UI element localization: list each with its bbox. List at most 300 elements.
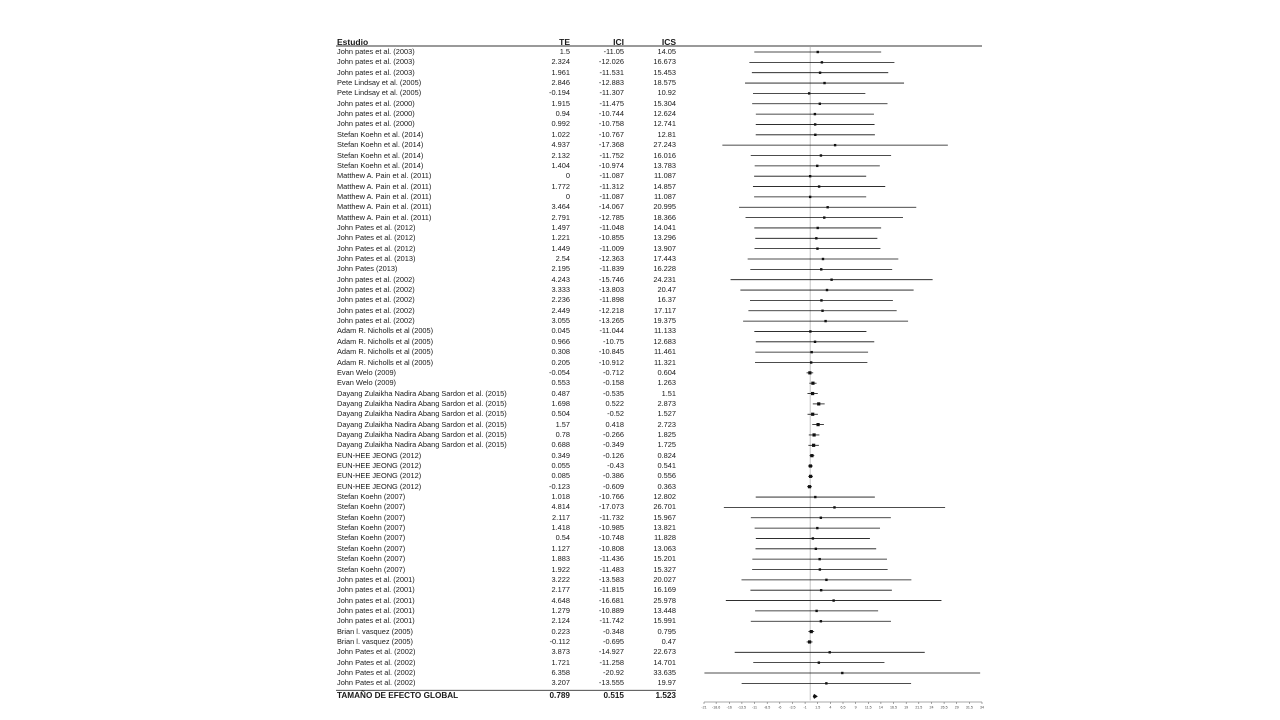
x-tick-label: 29 [954, 705, 959, 710]
row-study-label: John pates et al. (2001) [337, 595, 415, 605]
point-estimate [814, 496, 816, 498]
row-ics-value: 12.624 [653, 109, 676, 119]
row-ics-value: 22.673 [653, 647, 676, 657]
row-study-label: Stefan Koehn et al. (2014) [337, 160, 424, 170]
row-ics-value: 0.604 [657, 367, 676, 377]
row-te-value: 1.721 [551, 657, 570, 667]
row-study-label: Pete Lindsay et al. (2005) [337, 88, 422, 98]
row-te-value: 0.055 [551, 461, 570, 470]
row-ics-value: 14.05 [657, 47, 676, 56]
row-ici-value: -11.307 [599, 88, 624, 98]
row-te-value: 1.279 [551, 605, 570, 615]
x-tick-label: 14 [878, 705, 883, 710]
row-te-value: 2.846 [551, 78, 570, 88]
point-estimate [816, 423, 819, 426]
row-ici-value: -10.75 [603, 336, 624, 346]
point-estimate [821, 310, 823, 312]
row-te-value: -0.194 [549, 88, 570, 98]
row-ics-value: 18.575 [653, 78, 676, 88]
point-estimate [811, 351, 813, 353]
row-te-value: 3.873 [551, 647, 570, 657]
row-study-label: John pates et al. (2000) [337, 119, 415, 129]
overall-te-value: 0.789 [549, 691, 570, 701]
row-te-value: 2.54 [555, 254, 570, 263]
row-ics-value: 11.087 [653, 171, 676, 181]
row-ics-value: 13.907 [653, 243, 676, 253]
point-estimate [825, 579, 827, 581]
row-study-label: John Pates et al. (2002) [337, 668, 416, 677]
header-ici: ICI [613, 37, 624, 47]
row-ici-value: -13.265 [598, 316, 624, 326]
row-ics-value: 11.461 [653, 347, 676, 357]
row-ici-value: -0.43 [607, 461, 624, 470]
point-estimate [830, 279, 832, 281]
row-te-value: 3.222 [551, 574, 570, 584]
row-te-value: 2.117 [552, 512, 570, 522]
row-te-value: 2.449 [551, 305, 570, 315]
row-te-value: 0.308 [551, 347, 570, 357]
row-ics-value: 14.041 [653, 222, 676, 232]
row-te-value: 1.961 [551, 67, 570, 77]
row-te-value: 3.055 [551, 316, 570, 326]
row-ici-value: -0.712 [603, 367, 624, 377]
row-te-value: 1.772 [551, 181, 570, 191]
row-ics-value: 0.556 [657, 471, 676, 481]
row-ics-value: 16.673 [653, 57, 676, 67]
row-ici-value: -12.785 [598, 212, 624, 222]
overall-label: TAMAÑO DE EFECTO GLOBAL [337, 691, 459, 701]
row-te-value: 0 [565, 191, 570, 201]
row-ics-value: 1.51 [661, 388, 676, 398]
row-ici-value: -10.912 [598, 357, 624, 367]
header-ics: ICS [661, 37, 676, 47]
point-estimate [816, 527, 818, 529]
row-te-value: 2.124 [551, 616, 570, 626]
row-ics-value: 12.741 [653, 119, 676, 129]
row-ics-value: 27.243 [653, 140, 676, 150]
point-estimate [809, 330, 811, 332]
row-ics-value: 11.321 [653, 357, 676, 367]
row-study-label: John pates et al. (2003) [337, 57, 415, 67]
row-ics-value: 0.824 [657, 450, 676, 460]
row-ici-value: -10.767 [598, 129, 624, 139]
point-estimate [834, 144, 836, 146]
point-estimate [820, 268, 822, 270]
row-ici-value: -11.312 [599, 181, 624, 191]
row-ici-value: -0.535 [603, 388, 624, 398]
point-estimate [819, 568, 821, 570]
row-ics-value: 20.995 [653, 202, 676, 212]
row-study-label: Evan Welo (2009) [337, 378, 397, 388]
row-ics-value: 0.795 [657, 626, 676, 636]
row-ics-value: 12.683 [653, 336, 676, 346]
point-estimate [809, 175, 811, 177]
point-estimate [814, 113, 816, 115]
row-ici-value: -17.368 [598, 140, 624, 150]
point-estimate [808, 371, 811, 374]
row-ici-value: -0.695 [603, 636, 624, 646]
row-ics-value: 1.527 [657, 409, 676, 419]
row-study-label: Stefan Koehn (2007) [337, 543, 406, 553]
row-study-label: Brian l. vasquez (2005) [337, 636, 413, 646]
row-te-value: 0.688 [551, 440, 570, 450]
row-te-value: 0.94 [555, 109, 570, 119]
row-ici-value: -11.436 [599, 554, 624, 564]
point-estimate [814, 134, 816, 136]
row-ici-value: -0.126 [603, 450, 624, 460]
row-ici-value: -16.681 [598, 595, 624, 605]
row-study-label: Stefan Koehn et al. (2014) [337, 150, 424, 160]
row-ici-value: -11.483 [599, 564, 624, 574]
x-tick-label: 19 [904, 705, 909, 710]
row-ici-value: -12.026 [598, 57, 624, 67]
point-estimate [820, 620, 822, 622]
row-ici-value: -15.746 [598, 274, 624, 284]
row-ici-value: -0.52 [607, 409, 624, 419]
row-te-value: 6.358 [551, 668, 570, 677]
row-ics-value: 14.857 [653, 181, 676, 191]
row-ics-value: 14.701 [653, 657, 676, 667]
row-ici-value: -0.266 [603, 429, 624, 439]
row-te-value: 0.349 [551, 450, 570, 460]
row-ici-value: -10.985 [598, 523, 624, 533]
row-study-label: John Pates et al. (2002) [337, 647, 416, 657]
row-ici-value: -20.92 [603, 668, 624, 677]
x-tick-label: -3.5 [789, 705, 796, 710]
row-study-label: John pates et al. (2002) [337, 295, 415, 305]
row-ici-value: -11.742 [599, 616, 624, 626]
point-estimate [820, 517, 822, 519]
row-ici-value: -0.158 [603, 378, 624, 388]
point-estimate [808, 640, 811, 643]
x-tick-label: 31.5 [965, 705, 973, 710]
row-te-value: 1.698 [551, 398, 570, 408]
x-tick-label: 1.5 [815, 705, 821, 710]
row-te-value: 3.207 [551, 678, 570, 688]
row-study-label: Matthew A. Pain et al. (2011) [337, 212, 432, 222]
row-ici-value: -10.855 [598, 233, 624, 243]
point-estimate [808, 92, 810, 94]
point-estimate [809, 475, 812, 478]
row-te-value: 2.177 [551, 585, 570, 595]
point-estimate [808, 485, 811, 488]
x-tick-label: 26.5 [940, 705, 948, 710]
point-estimate [829, 651, 831, 653]
point-estimate [819, 103, 821, 105]
row-te-value: 0 [565, 171, 570, 181]
x-tick-label: -21 [701, 705, 707, 710]
row-te-value: 1.57 [555, 419, 570, 429]
point-estimate [809, 464, 812, 467]
row-study-label: Stefan Koehn (2007) [337, 533, 406, 543]
x-tick-label: -6 [778, 705, 782, 710]
point-estimate [824, 320, 826, 322]
row-ics-value: 15.304 [653, 98, 676, 108]
point-estimate [811, 413, 814, 416]
row-te-value: 0.966 [551, 336, 570, 346]
row-study-label: Matthew A. Pain et al. (2011) [337, 171, 432, 181]
x-tick-label: 9 [854, 705, 857, 710]
row-te-value: 3.333 [551, 285, 570, 295]
row-ici-value: -11.531 [599, 67, 624, 77]
row-te-value: -0.112 [549, 636, 570, 646]
x-tick-label: -13.5 [737, 705, 747, 710]
point-estimate [815, 548, 817, 550]
row-te-value: 2.324 [551, 57, 570, 67]
row-study-label: Stefan Koehn (2007) [337, 554, 406, 564]
point-estimate [817, 227, 819, 229]
row-ics-value: 15.967 [653, 512, 676, 522]
row-study-label: EUN-HEE JEONG (2012) [337, 471, 422, 481]
row-te-value: 3.464 [551, 202, 570, 212]
row-study-label: John pates et al. (2001) [337, 585, 415, 595]
row-ici-value: -0.349 [603, 440, 624, 450]
row-study-label: John Pates et al. (2012) [337, 222, 416, 232]
row-study-label: John pates et al. (2003) [337, 47, 415, 56]
row-study-label: Stefan Koehn et al. (2014) [337, 140, 424, 150]
row-te-value: 4.814 [551, 502, 570, 512]
row-te-value: 1.022 [551, 129, 570, 139]
row-ics-value: 17.117 [653, 305, 676, 315]
point-estimate [816, 247, 818, 249]
row-te-value: -0.123 [549, 481, 570, 491]
row-ici-value: -10.758 [598, 119, 624, 129]
row-te-value: 4.243 [551, 274, 570, 284]
row-study-label: Dayang Zulaikha Nadira Abang Sardon et al. (2015) [337, 419, 507, 429]
point-estimate [841, 672, 843, 674]
row-ics-value: 19.375 [653, 316, 676, 326]
row-study-label: Brian l. vasquez (2005) [337, 626, 413, 636]
row-te-value: 1.915 [551, 98, 570, 108]
row-te-value: 0.223 [551, 626, 570, 636]
row-study-label: Stefan Koehn et al. (2014) [337, 129, 424, 139]
point-estimate [818, 661, 820, 663]
row-study-label: John Pates et al. (2012) [337, 233, 416, 243]
row-te-value: 0.045 [551, 326, 570, 336]
row-ici-value: -14.067 [598, 202, 624, 212]
x-tick-label: 24 [929, 705, 934, 710]
row-study-label: John Pates (2013) [337, 264, 398, 274]
x-tick-label: 34 [980, 705, 984, 710]
row-study-label: Stefan Koehn (2007) [337, 523, 406, 533]
row-ics-value: 2.873 [657, 398, 676, 408]
point-estimate [816, 165, 818, 167]
row-te-value: 0.085 [551, 471, 570, 481]
row-te-value: 0.487 [551, 388, 570, 398]
row-study-label: John pates et al. (2000) [337, 98, 415, 108]
row-study-label: John pates et al. (2001) [337, 616, 415, 626]
point-estimate [826, 206, 828, 208]
row-ici-value: -10.748 [598, 533, 624, 543]
x-tick-label: -1 [803, 705, 807, 710]
row-ics-value: 16.228 [653, 264, 676, 274]
row-study-label: John Pates et al. (2013) [337, 254, 416, 263]
row-te-value: 1.883 [551, 554, 570, 564]
point-estimate [810, 361, 812, 363]
row-ici-value: -10.766 [598, 492, 624, 502]
row-study-label: Dayang Zulaikha Nadira Abang Sardon et al. (2015) [337, 409, 507, 419]
row-ici-value: -12.363 [598, 254, 624, 263]
row-ici-value: -11.898 [599, 295, 624, 305]
point-estimate [817, 402, 820, 405]
row-ics-value: 11.828 [653, 533, 676, 543]
row-study-label: Adam R. Nicholls et al (2005) [337, 326, 434, 336]
row-ici-value: -11.009 [599, 243, 624, 253]
row-ici-value: -13.555 [598, 678, 624, 688]
row-ics-value: 12.81 [657, 129, 676, 139]
row-ics-value: 10.92 [657, 88, 676, 98]
row-ici-value: -10.744 [598, 109, 624, 119]
row-ici-value: -11.815 [599, 585, 624, 595]
row-ici-value: -10.889 [598, 605, 624, 615]
point-estimate [810, 454, 813, 457]
row-study-label: John pates et al. (2003) [337, 67, 415, 77]
row-ics-value: 24.231 [653, 274, 676, 284]
point-estimate [815, 237, 817, 239]
row-ics-value: 33.635 [653, 668, 676, 677]
row-ici-value: -0.386 [603, 471, 624, 481]
point-estimate [832, 599, 834, 601]
row-study-label: Dayang Zulaikha Nadira Abang Sardon et al. (2015) [337, 388, 507, 398]
row-ics-value: 20.47 [657, 285, 676, 295]
point-estimate [812, 433, 815, 436]
row-ics-value: 16.169 [653, 585, 676, 595]
row-ics-value: 18.366 [653, 212, 676, 222]
row-ics-value: 13.821 [653, 523, 676, 533]
row-study-label: John Pates et al. (2012) [337, 243, 416, 253]
row-ics-value: 11.087 [653, 191, 676, 201]
row-study-label: John Pates et al. (2002) [337, 678, 416, 688]
point-estimate [809, 196, 811, 198]
row-study-label: Pete Lindsay et al. (2005) [337, 78, 422, 88]
row-ics-value: 15.327 [653, 564, 676, 574]
point-estimate [823, 216, 825, 218]
row-te-value: 1.449 [551, 243, 570, 253]
row-ics-value: 20.027 [653, 574, 676, 584]
row-study-label: Dayang Zulaikha Nadira Abang Sardon et al. (2015) [337, 398, 507, 408]
overall-ics-value: 1.523 [655, 691, 676, 701]
row-study-label: Adam R. Nicholls et al (2005) [337, 336, 434, 346]
row-te-value: 0.54 [555, 533, 570, 543]
row-te-value: 4.937 [551, 140, 570, 150]
row-te-value: 0.78 [555, 429, 570, 439]
row-te-value: 2.132 [551, 150, 570, 160]
row-ics-value: 0.541 [657, 461, 676, 470]
row-ics-value: 13.448 [653, 605, 676, 615]
row-te-value: 1.221 [551, 233, 570, 243]
row-ics-value: 12.802 [653, 492, 676, 502]
row-ics-value: 1.725 [657, 440, 676, 450]
row-ici-value: -11.732 [599, 512, 624, 522]
row-study-label: John pates et al. (2002) [337, 305, 415, 315]
point-estimate [814, 123, 816, 125]
x-tick-label: -11 [752, 705, 758, 710]
row-ici-value: -11.05 [603, 47, 624, 56]
x-tick-label: 21.5 [915, 705, 923, 710]
row-ics-value: 11.133 [653, 326, 676, 336]
row-ics-value: 15.453 [653, 67, 676, 77]
row-ics-value: 0.363 [657, 481, 676, 491]
row-ici-value: -17.073 [598, 502, 624, 512]
row-te-value: 4.648 [551, 595, 570, 605]
row-study-label: Matthew A. Pain et al. (2011) [337, 202, 432, 212]
x-tick-label: 6.5 [840, 705, 846, 710]
row-te-value: 1.018 [551, 492, 570, 502]
point-estimate [826, 289, 828, 291]
row-study-label: John pates et al. (2002) [337, 316, 415, 326]
point-estimate [811, 382, 814, 385]
header-study: Estudio [337, 37, 369, 47]
point-estimate [820, 299, 822, 301]
row-ics-value: 16.37 [657, 295, 676, 305]
row-ici-value: -10.808 [598, 543, 624, 553]
row-study-label: John pates et al. (2002) [337, 285, 415, 295]
row-ici-value: -11.044 [599, 326, 624, 336]
row-ici-value: -10.974 [598, 160, 624, 170]
row-ici-value: -11.258 [599, 657, 624, 667]
x-tick-label: -16 [726, 705, 732, 710]
x-tick-label: -18.6 [712, 705, 721, 710]
point-estimate [810, 630, 813, 633]
row-study-label: Adam R. Nicholls et al (2005) [337, 347, 434, 357]
row-study-label: Adam R. Nicholls et al (2005) [337, 357, 434, 367]
overall-diamond [813, 694, 818, 699]
row-ics-value: 19.97 [657, 678, 676, 688]
point-estimate [812, 537, 814, 539]
row-ici-value: 0.522 [605, 398, 624, 408]
row-study-label: EUN-HEE JEONG (2012) [337, 481, 422, 491]
row-te-value: 1.497 [551, 222, 570, 232]
x-tick-label: 4 [829, 705, 832, 710]
point-estimate [815, 610, 817, 612]
row-ici-value: -10.845 [598, 347, 624, 357]
row-ics-value: 2.723 [657, 419, 676, 429]
x-tick-label: -8.5 [764, 705, 771, 710]
row-ici-value: -13.583 [598, 574, 624, 584]
row-study-label: Dayang Zulaikha Nadira Abang Sardon et al. (2015) [337, 440, 507, 450]
point-estimate [821, 61, 823, 63]
row-te-value: 0.992 [551, 119, 570, 129]
row-te-value: 1.922 [551, 564, 570, 574]
row-te-value: 0.504 [551, 409, 570, 419]
row-te-value: 0.205 [551, 357, 570, 367]
row-ici-value: -11.087 [599, 191, 624, 201]
x-tick-label: 16.5 [890, 705, 898, 710]
row-ics-value: 1.263 [657, 378, 676, 388]
row-ici-value: -11.475 [599, 98, 624, 108]
point-estimate [817, 51, 819, 53]
row-ics-value: 13.783 [653, 160, 676, 170]
row-study-label: Dayang Zulaikha Nadira Abang Sardon et al. (2015) [337, 429, 507, 439]
point-estimate [811, 392, 814, 395]
row-ici-value: 0.418 [605, 419, 624, 429]
row-ici-value: -0.609 [603, 481, 624, 491]
point-estimate [814, 341, 816, 343]
row-ics-value: 25.978 [653, 595, 676, 605]
overall-ici-value: 0.515 [603, 691, 624, 701]
point-estimate [812, 444, 815, 447]
row-study-label: John pates et al. (2001) [337, 574, 415, 584]
point-estimate [818, 558, 820, 560]
row-ici-value: -11.087 [599, 171, 624, 181]
row-study-label: Stefan Koehn (2007) [337, 564, 406, 574]
row-ici-value: -11.752 [599, 150, 624, 160]
row-study-label: Stefan Koehn (2007) [337, 512, 406, 522]
row-study-label: John Pates et al. (2002) [337, 657, 416, 667]
row-te-value: -0.054 [549, 367, 570, 377]
point-estimate [820, 154, 822, 156]
point-estimate [825, 682, 827, 684]
